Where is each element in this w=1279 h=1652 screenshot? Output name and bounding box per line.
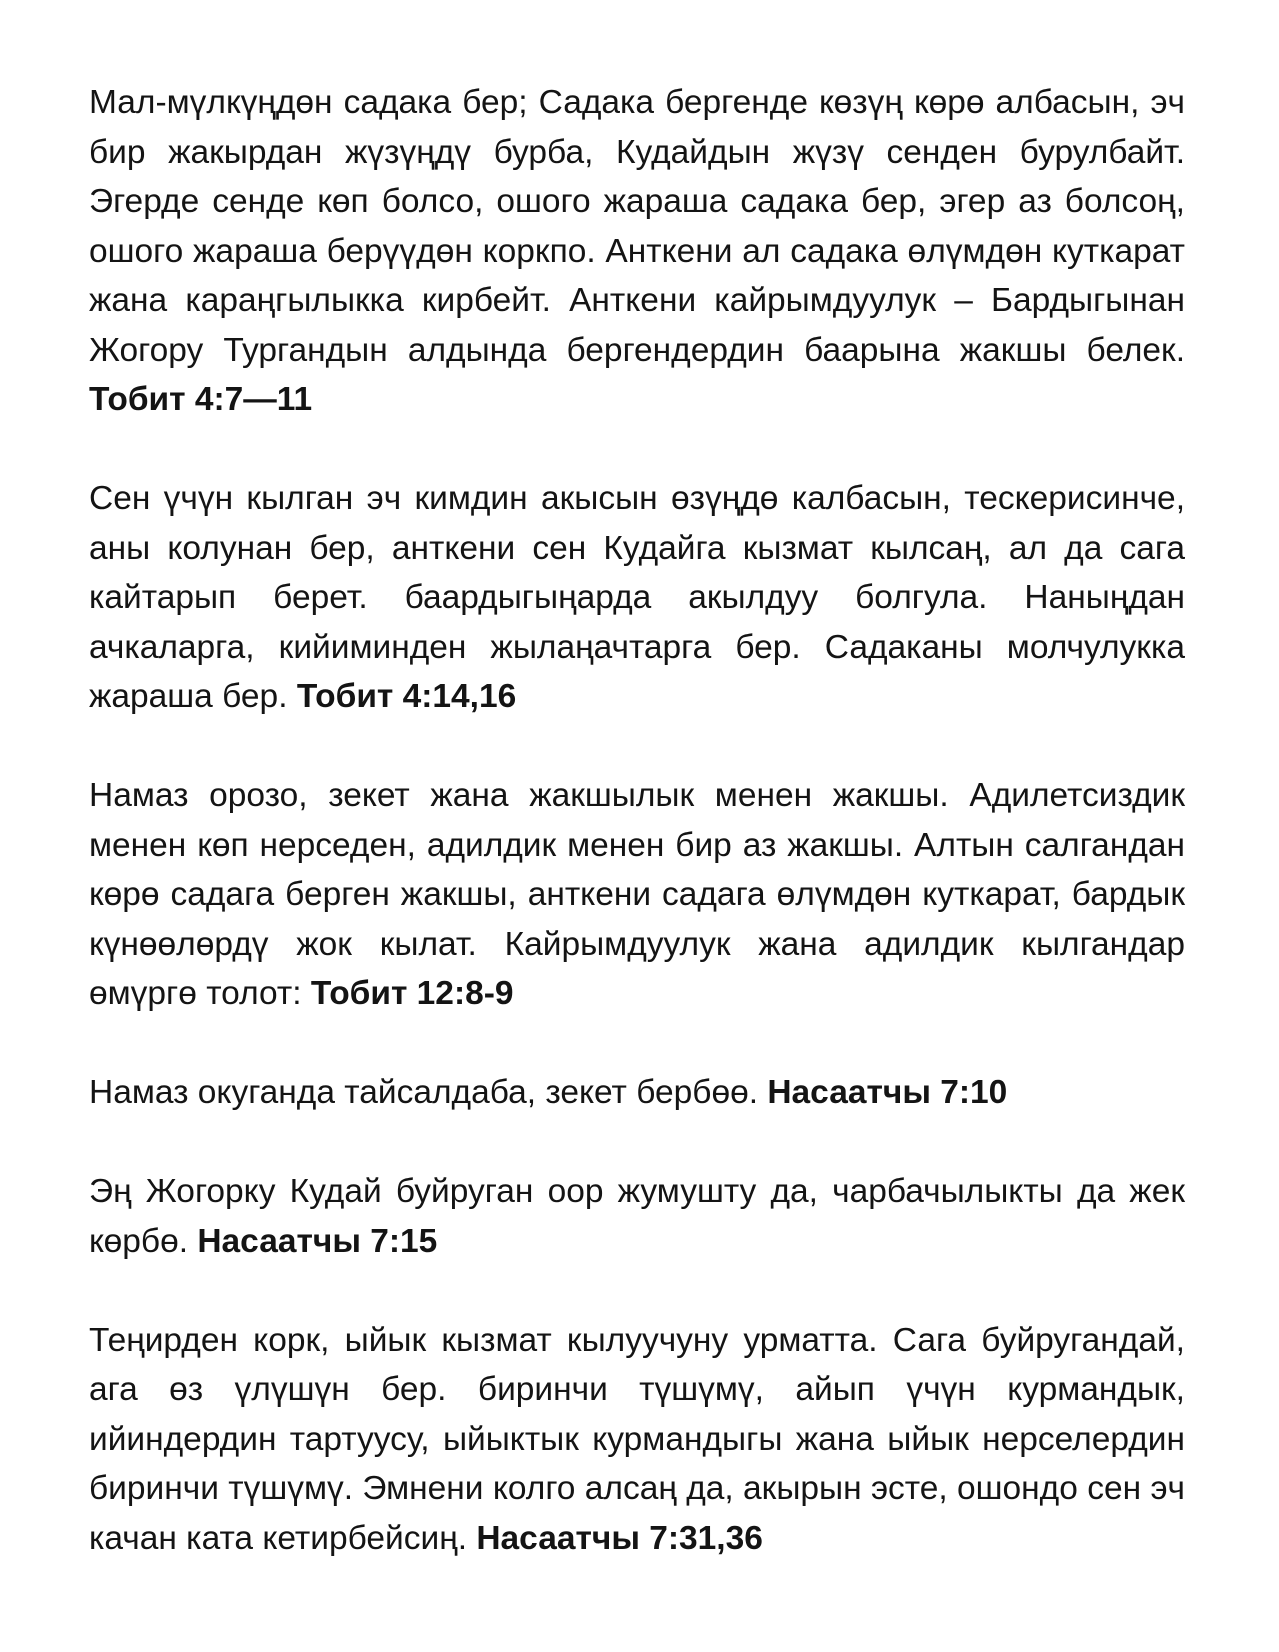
passage-tobit-4-7-11 <box>89 78 1185 425</box>
passage-reference: Тобит 4:14,16 <box>296 678 517 715</box>
passage-reference: Насаатчы 7:31,36 <box>476 1519 763 1557</box>
passage-tobit-4-14-16 <box>89 474 1185 722</box>
passage-reference: Тобит 4:7—11 <box>89 381 313 418</box>
passage-text: Теңирден корк, ыйык кызмат кылуучуну урматта. Сага буйругандай, ага өз үлүшүн бер. биринчи түшүмү, айып үчүн курмандык, ийиндердин тартуусу, ыйыктык курмандыгы жана ыйык нерселердин биринчи түшүмү. Эмнени колго алсаң да, акырын эсте, ошондо сен эч качан ката кетирбейсиң. <box>89 1321 1185 1557</box>
passage-sirach-7-15 <box>89 1167 1185 1266</box>
passage-tobit-12-8-9 <box>89 771 1185 1019</box>
passage-reference: Тобит 12:8-9 <box>310 975 514 1012</box>
passage-reference: Насаатчы 7:15 <box>197 1222 438 1260</box>
passage-reference: Насаатчы 7:10 <box>767 1074 1008 1111</box>
passage-text: Намаз окуганда тайсалдаба, зекет бербөө. <box>89 1074 759 1111</box>
passage-text: Эң Жогорку Кудай буйруган оор жумушту да, чарбачылыкты да жек көрбө. <box>89 1173 1185 1260</box>
passage-sirach-7-10 <box>89 1068 1185 1118</box>
passage-sirach-7-31-36 <box>89 1316 1185 1564</box>
document-page <box>89 78 1185 1613</box>
passage-text: Сен үчүн кылган эч кимдин акысын өзүңдө калбасын, тескерисинче, аны колунан бер, анткени сен Кудайга кызмат кылсаң, ал да сага кайтарып берет. баардыгыңарда акылдуу болгула. Наныңдан ачкаларга, кийиминден жылаңачтарга бер. Садаканы молчулукка жараша бер. <box>89 480 1185 715</box>
passage-text: Намаз орозо, зекет жана жакшылык менен жакшы. Адилетсиздик менен көп нерседен, адилдик менен бир аз жакшы. Алтын салгандан көрө садага берген жакшы, анткени садага өлүмдөн куткарат, бардык күнөөлөрдү жок кылат. Кайрымдуулук жана адилдик кылгандар өмүргө толот: <box>89 777 1185 1012</box>
passage-text: Мал-мүлкүңдөн садака бер; Садака бергенде көзүң көрө албасын, эч бир жакырдан жүзүңдү бурба, Кудайдын жүзү сенден бурулбайт. Эгерде сенде көп болсо, ошого жараша садака бер, эгер аз болсоң, ошого жараша берүүдөн коркпо. Анткени ал садака өлүмдөн куткарат жана караңгылыкка кирбейт. Анткени кайрымдуулук – Бардыгынан Жогору Тургандын алдында бергендердин баарына жакшы белек. <box>89 84 1185 369</box>
